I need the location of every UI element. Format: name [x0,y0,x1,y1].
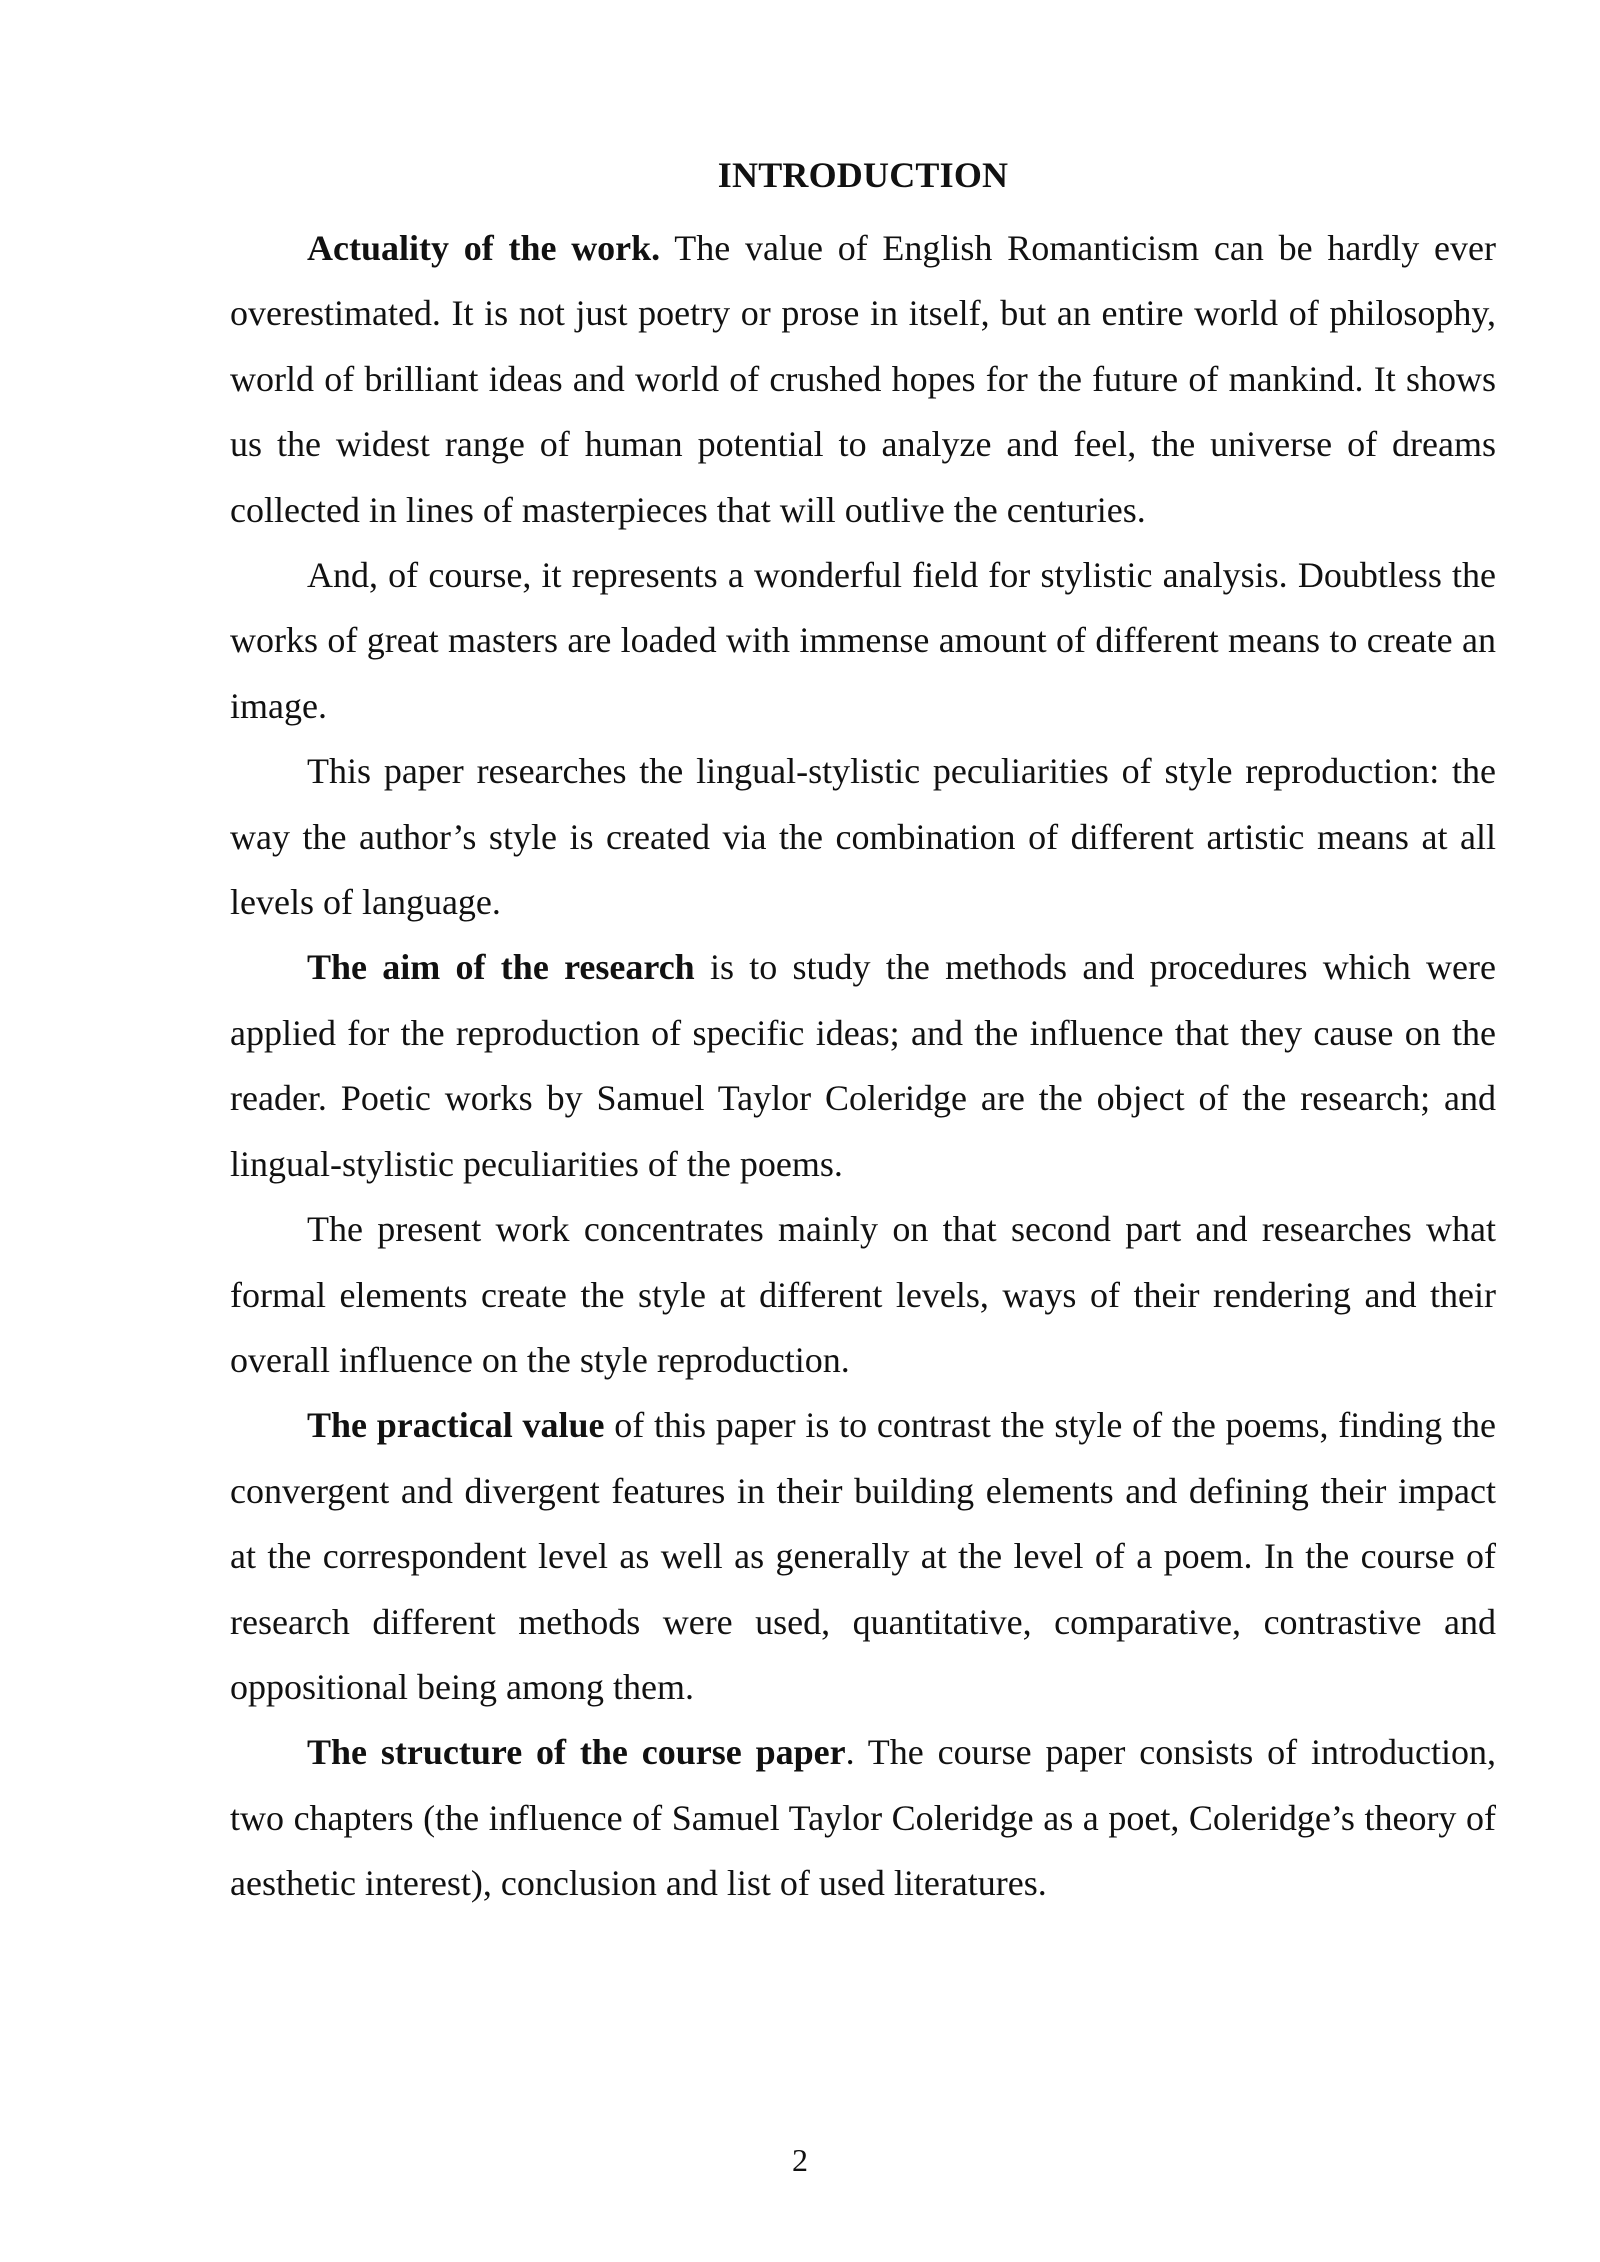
paragraph-lead: The aim of the research [307,947,695,988]
paragraph-lead: The practical value [307,1405,605,1446]
paragraph-practical-value [230,1393,1496,1720]
page-title: INTRODUCTION [717,155,1009,195]
paragraph-text: The present work concentrates mainly on that second part and researches what formal elements create the style at different levels, ways of their rendering and their overall influence on the style reproduction. [230,1209,1496,1380]
page-content [230,150,1496,1917]
paragraph-text: is to study the methods and procedures which were applied for the reproduction of specific ideas; and the influence that they cause on the reader. Poetic works by Samuel Taylor Coleridge are the object of the research; and lingual-stylistic peculiarities of the poems. [230,947,1496,1184]
paragraph-text: And, of course, it represents a wonderful field for stylistic analysis. Doubtless the works of great masters are loaded with immense amount of different means to create an image. [230,555,1496,726]
paragraph-focus [230,1197,1496,1393]
paragraph-structure [230,1720,1496,1916]
paragraph-research-scope [230,739,1496,935]
paragraph-text: This paper researches the lingual-stylistic peculiarities of style reproduction: the way the author’s style is created via the combination of different artistic means at all levels of language. [230,751,1496,923]
paragraph-stylistic-analysis [230,543,1496,739]
paragraph-actuality [230,216,1496,543]
paragraph-lead: Actuality of the work. [307,228,661,268]
paragraph-lead: The structure of the course paper [307,1732,846,1773]
paragraph-text: . The course paper consists of introduction, two chapters (the influence of Samuel Taylor Coleridge as a poet, Coleridge’s theory of aesthetic interest), conclusion and list of used literatures. [230,1732,1496,1904]
page-number: 2 [792,2142,808,2178]
paragraph-text: The value of English Romanticism can be hardly ever overestimated. It is not just poetry or prose in itself, but an entire world of philosophy, world of brilliant ideas and world of crushed hopes for the future of mankind. It shows us the widest range of human potential to analyze and feel, the universe of dreams collected in lines of masterpieces that will outlive the centuries. [230,228,1496,530]
paragraph-text: of this paper is to contrast the style of the poems, finding the convergent and divergent features in their building elements and defining their impact at the correspondent level as well as generally at the level of a poem. In the course of research different methods were used, quantitative, comparative, contrastive and oppositional being among them. [230,1405,1497,1707]
paragraph-aim [230,935,1496,1197]
